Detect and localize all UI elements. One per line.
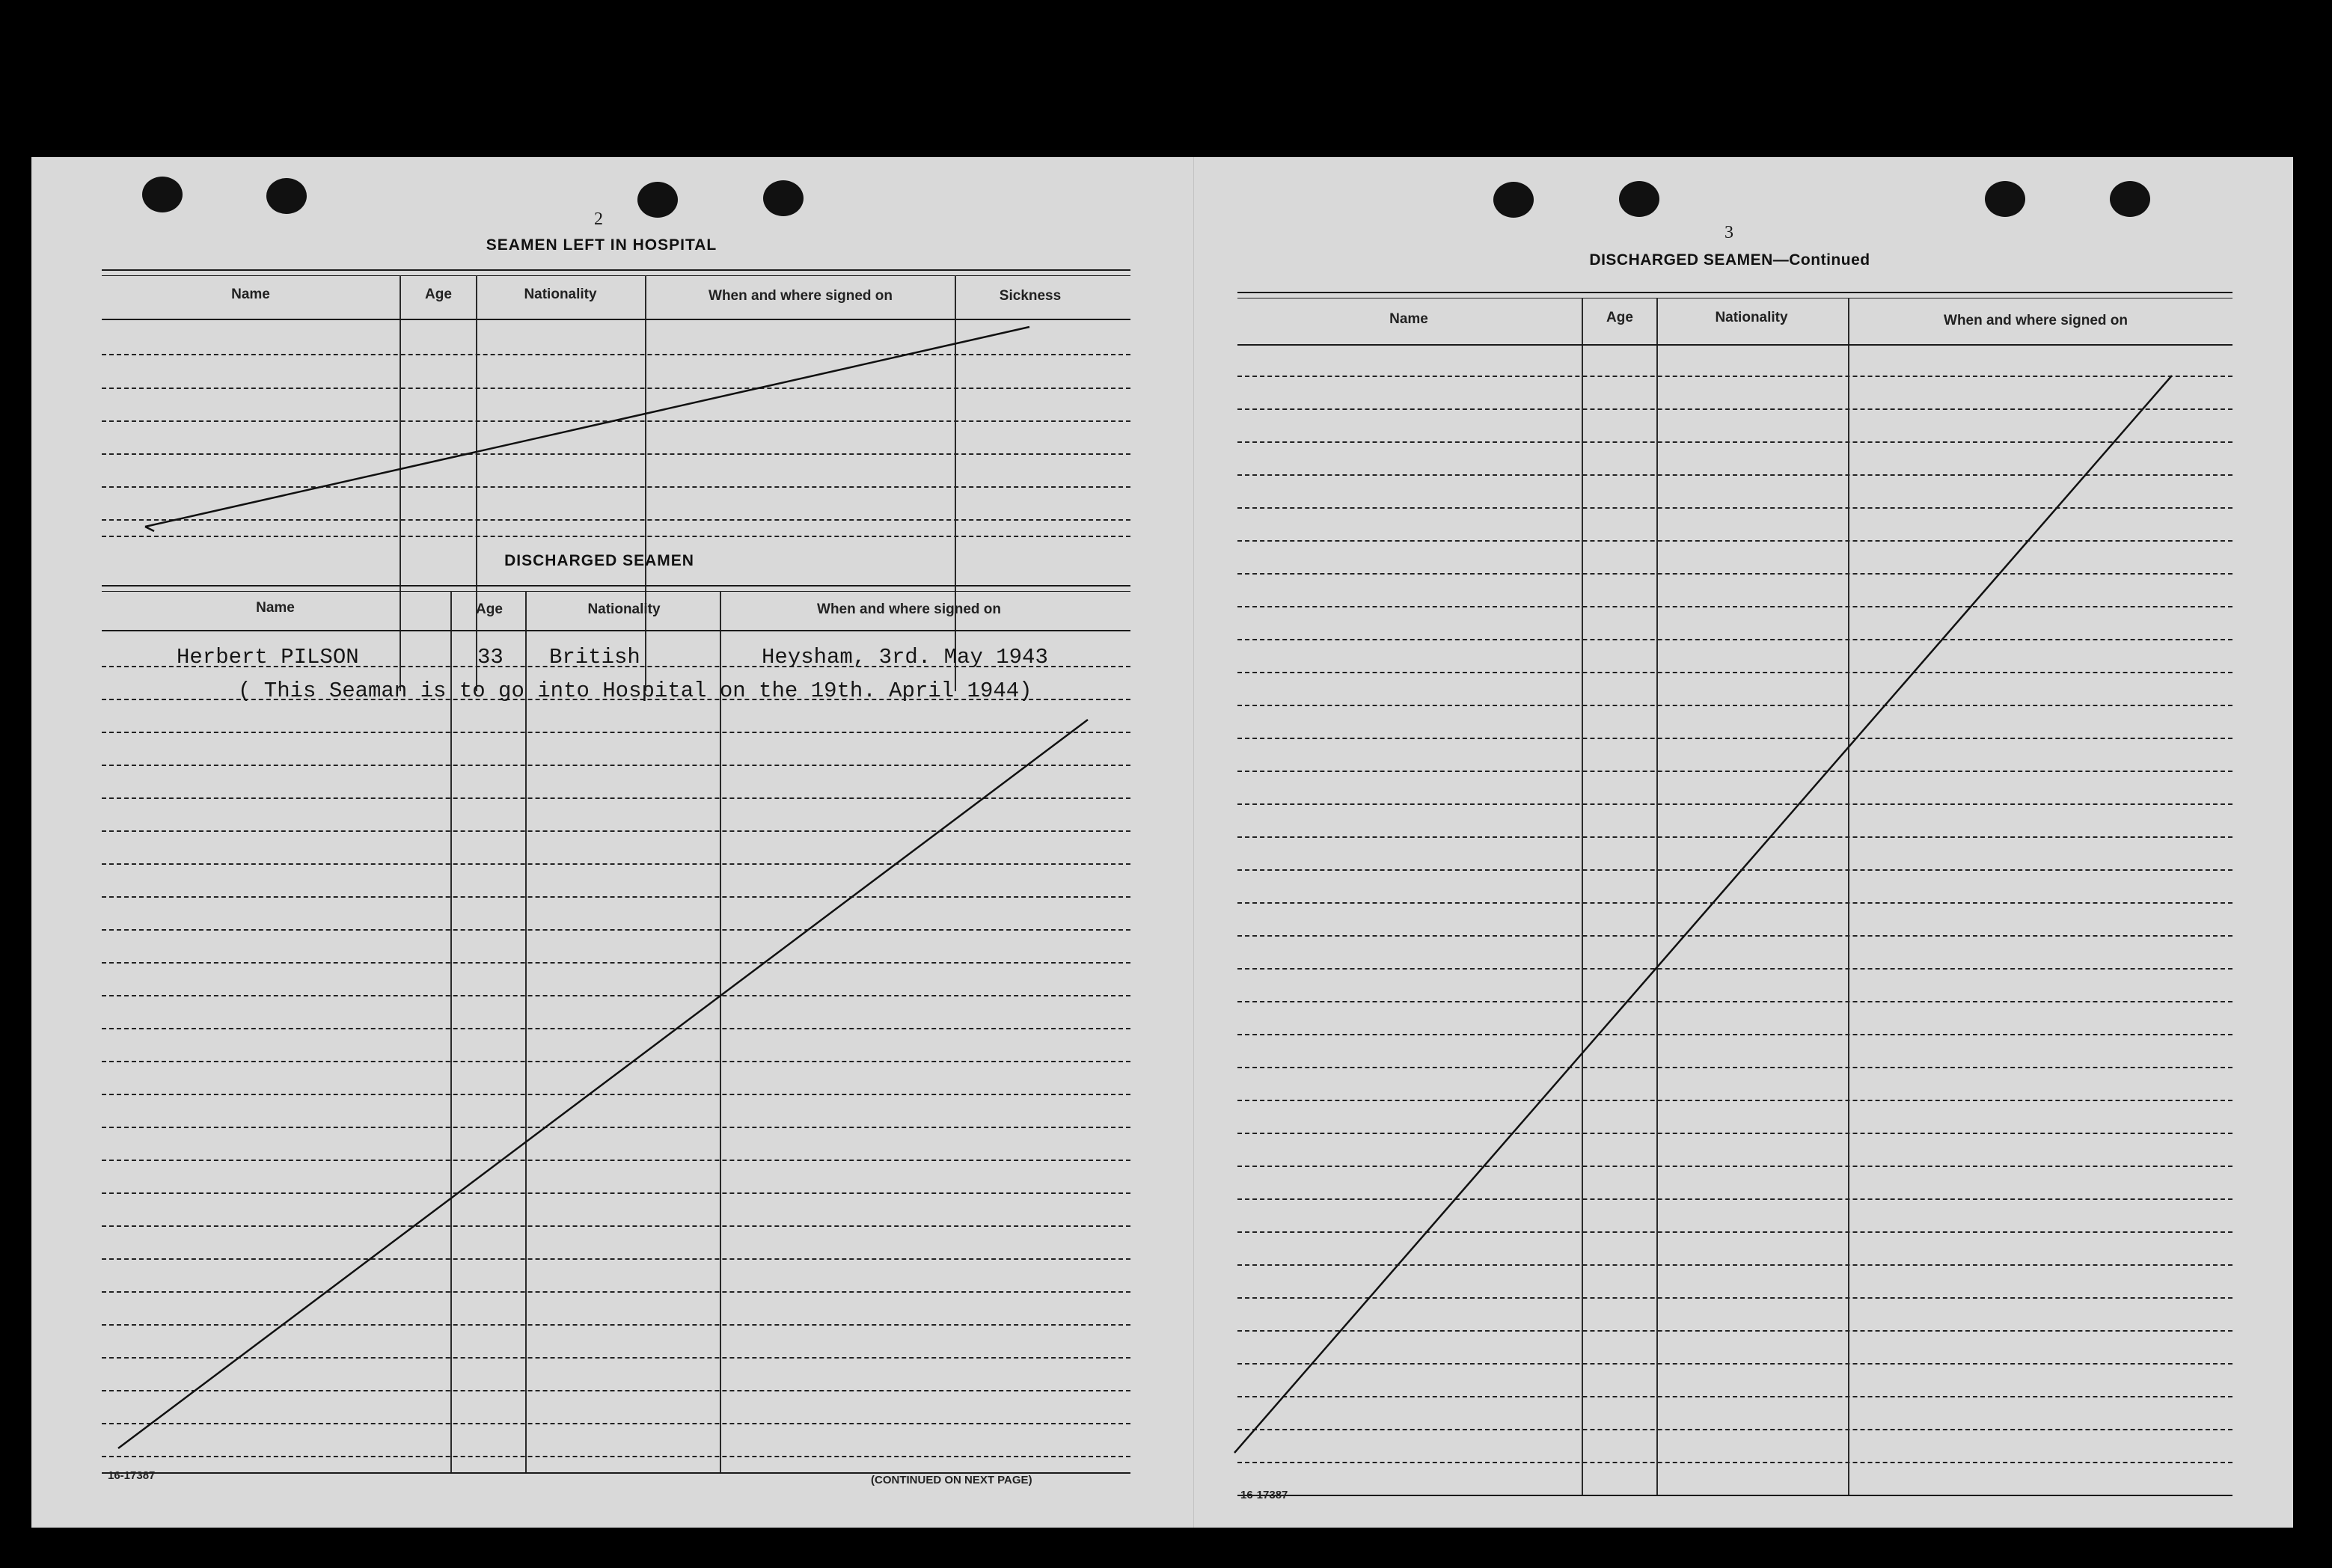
col-header-age: Age [476, 601, 503, 617]
col-header-signed-on: When and where signed on [709, 288, 893, 304]
col-header-signed-on: When and where signed on [1944, 313, 2128, 328]
col-header-name: Name [256, 600, 295, 616]
cancellation-stroke [145, 327, 1029, 527]
col-header-age: Age [425, 287, 452, 302]
entry-note: ( This Seaman is to go into Hospital on the 19th. April 1944) [238, 679, 1032, 703]
col-header-age: Age [1606, 310, 1633, 325]
left-page [31, 157, 1193, 1528]
form-number: 16-17387 [1240, 1489, 1288, 1501]
col-header-name: Name [1389, 311, 1428, 327]
col-header-nationality: Nationality [1715, 310, 1788, 325]
discharged-section-title: DISCHARGED SEAMEN [504, 552, 694, 569]
col-header-name: Name [231, 287, 270, 302]
col-header-nationality: Nationality [587, 601, 661, 617]
right-page [1193, 157, 2293, 1528]
cancellation-stroke [1234, 376, 2172, 1453]
entry-signed-on: Heysham, 3rd. May 1943 [762, 645, 1048, 670]
page-title: DISCHARGED SEAMEN—Continued [1589, 251, 1870, 269]
col-header-signed-on: When and where signed on [817, 601, 1001, 617]
continued-note: (CONTINUED ON NEXT PAGE) [871, 1474, 1032, 1486]
entry-nationality: British [549, 645, 640, 670]
form-number: 16-17387 [108, 1469, 156, 1482]
col-header-sickness: Sickness [999, 288, 1062, 304]
hospital-section-title: SEAMEN LEFT IN HOSPITAL [486, 236, 717, 254]
page-number: 3 [1724, 223, 1733, 242]
entry-name: Herbert PILSON [177, 645, 359, 670]
entry-age: 33 [477, 645, 504, 670]
page-number: 2 [594, 209, 603, 229]
col-header-nationality: Nationality [524, 287, 597, 302]
cancellation-lines [1194, 157, 2294, 1528]
cancellation-stroke [145, 527, 154, 531]
cancellation-stroke [118, 720, 1088, 1448]
cancellation-lines [31, 157, 1193, 1528]
